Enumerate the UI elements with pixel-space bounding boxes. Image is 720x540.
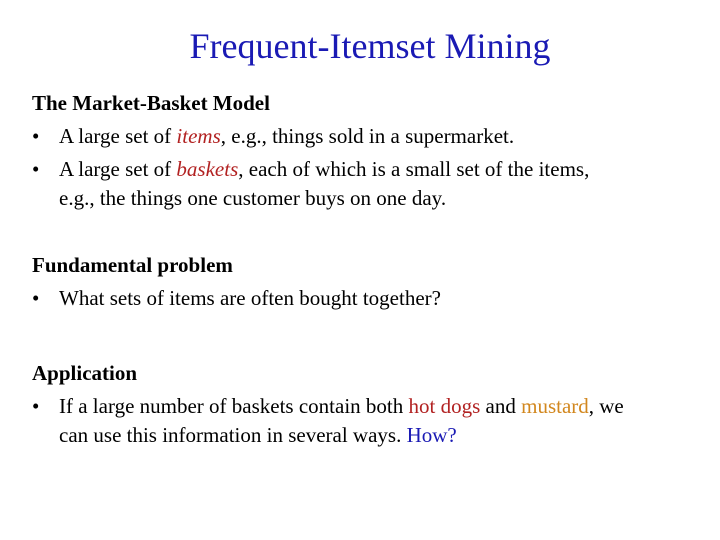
bullet-dot: • bbox=[32, 157, 40, 181]
spacer bbox=[32, 313, 720, 359]
term-hot-dogs: hot dogs bbox=[408, 394, 481, 418]
bullet-dot: • bbox=[32, 124, 40, 148]
slide-body bbox=[32, 89, 720, 450]
bullet-application-line2 bbox=[59, 421, 720, 450]
bullet-baskets-line1 bbox=[59, 155, 720, 184]
bullet-dot: • bbox=[32, 394, 40, 418]
spacer bbox=[32, 213, 720, 251]
bullet-application-before: If a large number of baskets contain both bbox=[59, 394, 409, 418]
section-heading-market-basket: The Market-Basket Model bbox=[32, 91, 270, 115]
section-heading-application: Application bbox=[32, 361, 138, 385]
bullet-items bbox=[32, 122, 720, 151]
bullet-items-before: A large set of bbox=[59, 124, 177, 148]
bullet-baskets bbox=[32, 155, 720, 213]
bullet-items-text bbox=[59, 122, 720, 151]
bullet-baskets-before: A large set of bbox=[59, 157, 177, 181]
term-how: How? bbox=[406, 423, 457, 447]
term-baskets: baskets bbox=[176, 157, 239, 181]
bullet-baskets-line2: e.g., the things one customer buys on one day. bbox=[59, 186, 447, 210]
term-mustard: mustard bbox=[521, 394, 589, 418]
bullet-application bbox=[32, 392, 720, 450]
bullet-items-after: , e.g., things sold in a supermarket. bbox=[220, 124, 515, 148]
bullet-question bbox=[32, 284, 720, 313]
bullet-application-mid: and bbox=[480, 394, 522, 418]
bullet-dot: • bbox=[32, 286, 40, 310]
bullet-question-text: What sets of items are often bought together? bbox=[59, 286, 441, 310]
bullet-application-line2-before: can use this information in several ways. bbox=[59, 423, 407, 447]
bullet-baskets-after: , each of which is a small set of the items, bbox=[238, 157, 590, 181]
slide-title: Frequent-Itemset Mining bbox=[189, 26, 551, 66]
bullet-application-after: , we bbox=[588, 394, 624, 418]
section-heading-fundamental-problem: Fundamental problem bbox=[32, 253, 233, 277]
bullet-application-line1 bbox=[59, 392, 720, 421]
term-items: items bbox=[176, 124, 221, 148]
